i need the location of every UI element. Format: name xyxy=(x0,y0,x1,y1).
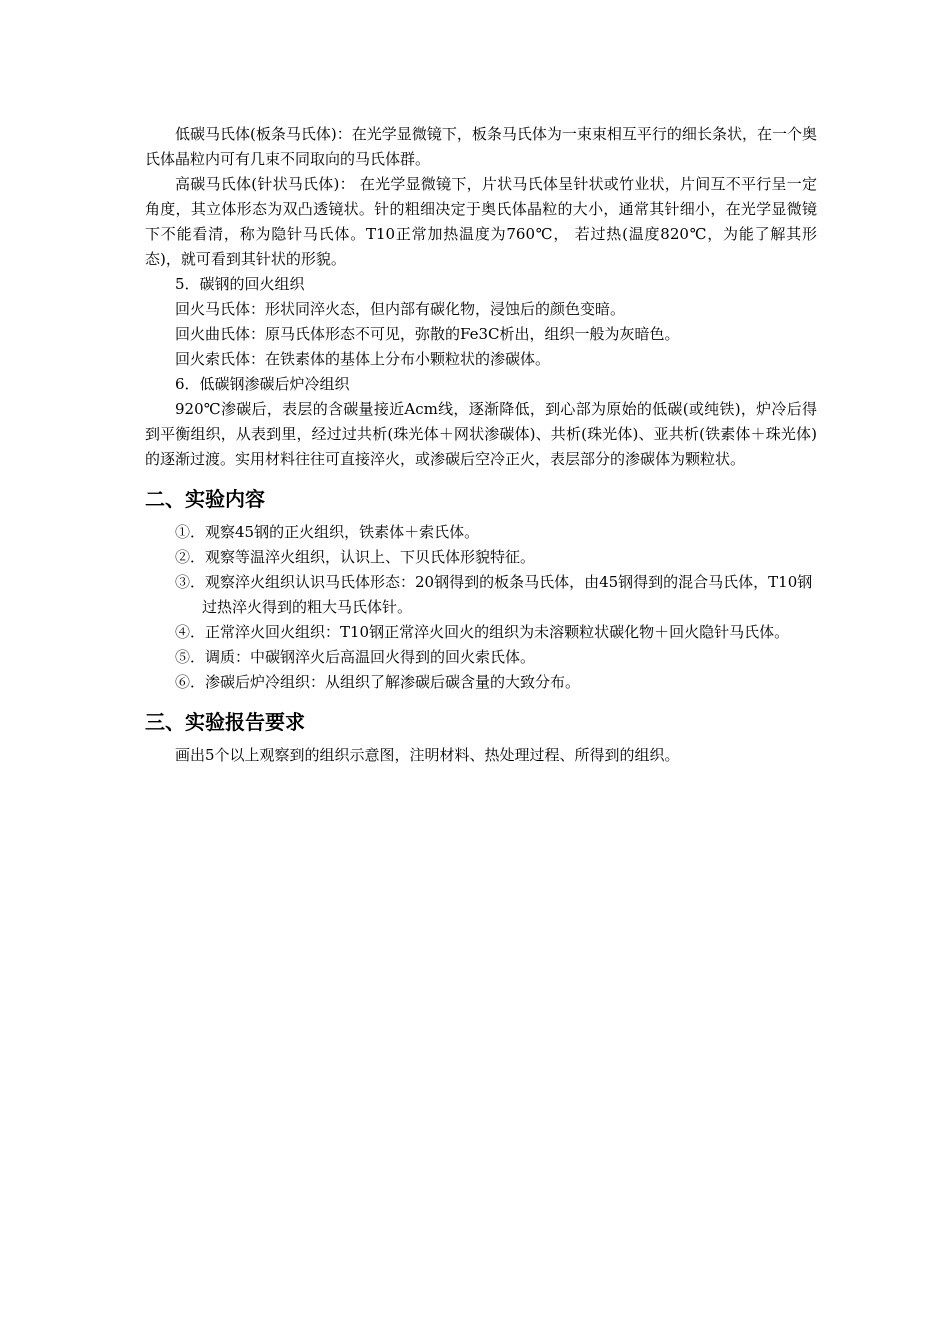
document-page xyxy=(145,122,817,768)
list-item: ④．正常淬火回火组织：T10钢正常淬火回火的组织为未溶颗粒状碳化物＋回火隐针马氏体。 xyxy=(175,623,790,641)
section-heading-report-requirements: 三、实验报告要求 xyxy=(145,710,305,734)
list-item: ③．观察淬火组织认识马氏体形态：20钢得到的板条马氏体，由45钢得到的混合马氏体，T10钢过热淬火得到的粗大马氏体针。 xyxy=(175,573,813,616)
list-item: ⑤．调质：中碳钢淬火后高温回火得到的回火索氏体。 xyxy=(175,648,536,666)
report-requirements-text: 画出5个以上观察到的组织示意图，注明材料、热处理过程、所得到的组织。 xyxy=(175,746,680,764)
section-heading-experiment-content: 二、实验内容 xyxy=(145,487,265,511)
list-item: ②．观察等温淬火组织，认识上、下贝氏体形貌特征。 xyxy=(175,548,536,566)
paragraph-low-carbon-martensite: 低碳马氏体(板条马氏体)：在光学显微镜下，板条马氏体为一束束相互平行的细长条状，在一个奥氏体晶粒内可有几束不同取向的马氏体群。 xyxy=(145,125,817,168)
paragraph-carburizing: 920℃渗碳后，表层的含碳量接近Acm线，逐渐降低，到心部为原始的低碳(或纯铁)，炉冷后得到平衡组织，从表到里，经过过共析(珠光体＋网状渗碳体)、共析(珠光体)、亚共析(铁素体＋珠光体)的逐渐过渡。实用材料往往可直接淬火，或渗碳后空冷正火，表层部分的渗碳体为颗粒状。 xyxy=(145,400,817,468)
tempered-martensite-line: 回火马氏体：形状同淬火态，但内部有碳化物，浸蚀后的颜色变暗。 xyxy=(175,300,626,318)
item-6-title: 6．低碳钢渗碳后炉冷组织 xyxy=(175,375,350,393)
experiment-content-list xyxy=(145,520,817,695)
list-item: ⑥．渗碳后炉冷组织：从组织了解渗碳后碳含量的大致分布。 xyxy=(175,673,581,691)
list-item: ①．观察45钢的正火组织，铁素体＋索氏体。 xyxy=(175,523,480,541)
tempered-troostite-line: 回火曲氏体：原马氏体形态不可见，弥散的Fe3C析出，组织一般为灰暗色。 xyxy=(175,325,680,343)
item-5-title: 5．碳钢的回火组织 xyxy=(175,275,305,293)
paragraph-high-carbon-martensite: 高碳马氏体(针状马氏体)： 在光学显微镜下，片状马氏体呈针状或竹业状，片间互不平行呈一定角度，其立体形态为双凸透镜状。针的粗细决定于奥氏体晶粒的大小，通常其针细小，在光学显微镜下不能看清，称为隐针马氏体。T10正常加热温度为760℃， 若过热(温度820℃，为能了解其形态)，就可看到其针状的形貌。 xyxy=(145,175,817,268)
tempered-sorbite-line: 回火索氏体：在铁素体的基体上分布小颗粒状的渗碳体。 xyxy=(175,350,551,368)
